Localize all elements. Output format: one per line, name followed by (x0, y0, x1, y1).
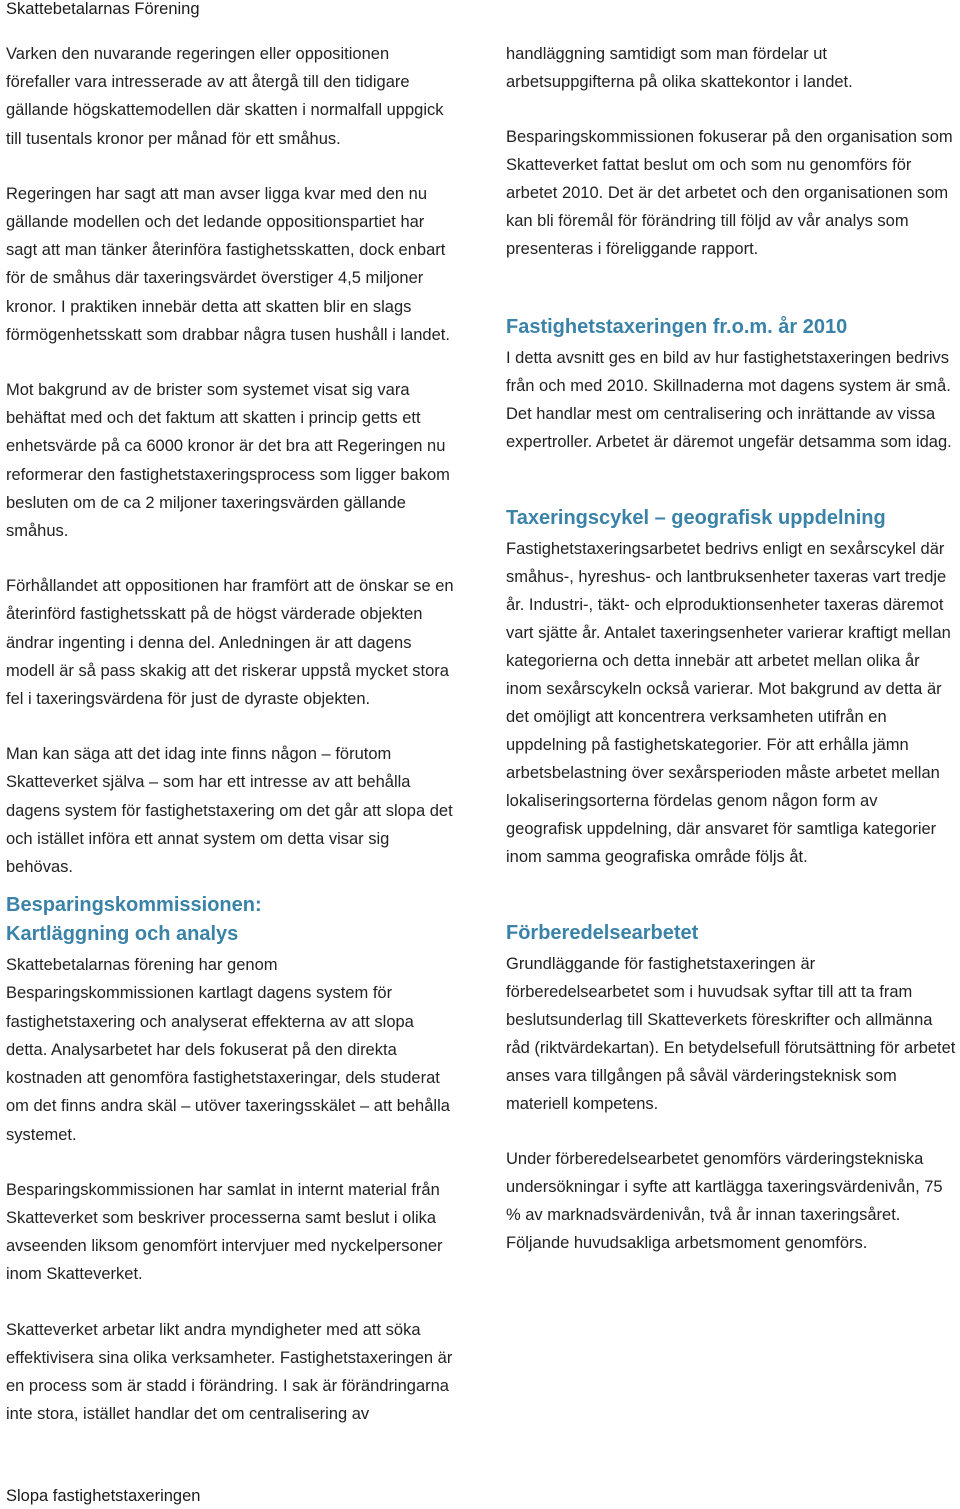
left-paragraph-6: Skattebetalarnas förening har genom Besparingskommissionen kartlagt dagens system för fastighetstaxering och analyserat effekterna av att slopa detta. Analysarbetet har dels fokuserat på den direkta kostnaden att genomföra fastighetstaxeringar, dels studerat om det finns andra skäl – utöver taxeringsskälet – att behålla systemet. (6, 956, 450, 1144)
right-heading-2: Taxeringscykel – geografisk uppdelning (506, 507, 886, 529)
left-column (6, 40, 458, 1455)
left-heading-1-line-2: Kartläggning och analys (6, 923, 239, 946)
document-footer: Slopa fastighetstaxeringen (6, 1487, 201, 1505)
document-header: Skattebetalarnas Förening (6, 0, 200, 18)
right-paragraph-4: Fastighetstaxeringsarbetet bedrivs enligt en sexårscykel där småhus-, hyreshus- och lantbruksenheter taxeras vart tredje år. Industri-, täkt- och elproduktionsenheter taxeras däremot vart sjätte år. Antalet taxeringsenheter varierar kraftigt mellan kategorierna och detta innebär att arbetet mellan olika år inom sexårscykeln också varierar. Mot bakgrund av detta är det omöjligt att koncentrera verksamheten utifrån en uppdelning på fastighetskategorier. För att erhålla jämn arbetsbelastning över sexårsperioden måste arbetet mellan lokaliseringsorterna fördelas genom någon form av geografisk uppdelning, där ansvaret för samtliga kategorier inom samma geografiska område följs åt. (506, 540, 951, 866)
right-heading-1: Fastighetstaxeringen fr.o.m. år 2010 (506, 316, 848, 338)
right-paragraph-1: handläggning samtidigt som man fördelar ut arbetsuppgifterna på olika skattekontor i landet. (506, 45, 853, 91)
left-paragraph-8: Skatteverket arbetar likt andra myndigheter med att söka effektivisera sina olika verksamheter. Fastighetstaxeringen är en process som är stadd i förändring. I sak är förändringarna inte stora, istället handlar det om centralisering av (6, 1320, 453, 1424)
left-paragraph-4: Förhållandet att oppositionen har framfört att de önskar se en återinförd fastighetsskatt på de högst värderade objekten ändrar ingenting i denna del. Anledningen är att dagens modell är så pass skakig att det riskerar uppstå mycket stora fel i taxeringsvärdena för just de dyraste objekten. (6, 577, 454, 709)
right-paragraph-3: I detta avsnitt ges en bild av hur fastighetstaxeringen bedrivs från och med 2010. Skillnaderna mot dagens system är små. Det handlar mest om centralisering och inrättande av vissa expertroller. Arbetet är däremot ungefär detsamma som idag. (506, 349, 952, 451)
left-heading-1-line-1: Besparingskommissionen: (6, 894, 262, 917)
right-column (506, 40, 958, 1284)
right-paragraph-6: Under förberedelsearbetet genomförs värderingstekniska undersökningar i syfte att kartlägga taxeringsvärdenivån, 75 % av marknadsvärdenivån, två år innan taxeringsåret. Följande huvudsakliga arbetsmoment genomförs. (506, 1150, 943, 1252)
left-paragraph-1: Varken den nuvarande regeringen eller oppositionen förefaller vara intresserade av att återgå till den tidigare gällande högskattemodellen där skatten i normalfall uppgick till tusentals kronor per månad för ett småhus. (6, 45, 444, 148)
left-paragraph-5: Man kan säga att det idag inte finns någon – förutom Skatteverket själva – som har ett intresse av att behålla dagens system för fastighetstaxering om det går att slopa det och istället införa ett annat system om detta visar sig behövas. (6, 745, 453, 877)
right-heading-3: Förberedelsearbetet (506, 922, 699, 944)
right-paragraph-2: Besparingskommissionen fokuserar på den organisation som Skatteverket fattat beslut om och som nu genomförs för arbetet 2010. Det är det arbetet och den organisationen som kan bli föremål för förändring till följd av vår analys som presenteras i föreliggande rapport. (506, 128, 953, 258)
left-paragraph-3: Mot bakgrund av de brister som systemet visat sig vara behäftat med och det faktum att skatten i princip getts ett enhetsvärde på ca 6000 kronor är det bra att Regeringen nu reformerar den fastighetstaxeringsprocess som ligger bakom besluten om de ca 2 miljoner taxeringsvärden gällande småhus. (6, 381, 450, 541)
left-paragraph-7: Besparingskommissionen har samlat in internt material från Skatteverket som beskriver processerna samt beslut i olika avseenden liksom genomfört intervjuer med nyckelpersoner inom Skatteverket. (6, 1180, 443, 1284)
right-paragraph-5: Grundläggande för fastighetstaxeringen är förberedelsearbetet som i huvudsak syftar till att ta fram beslutsunderlag till Skatteverkets föreskrifter och allmänna råd (riktvärdekartan). En betydelsefull förutsättning för arbetet anses vara tillgången på såväl värderingsteknisk som materiell kompetens. (506, 955, 956, 1113)
left-paragraph-2: Regeringen har sagt att man avser ligga kvar med den nu gällande modellen och det ledande oppositionspartiet har sagt att man tänker återinföra fastighetsskatten, dock enbart för de småhus där taxeringsvärdet överstiger 4,5 miljoner kronor. I praktiken innebär detta att skatten blir en slags förmögenhetsskatt som drabbar några tusen hushåll i landet. (6, 184, 450, 344)
